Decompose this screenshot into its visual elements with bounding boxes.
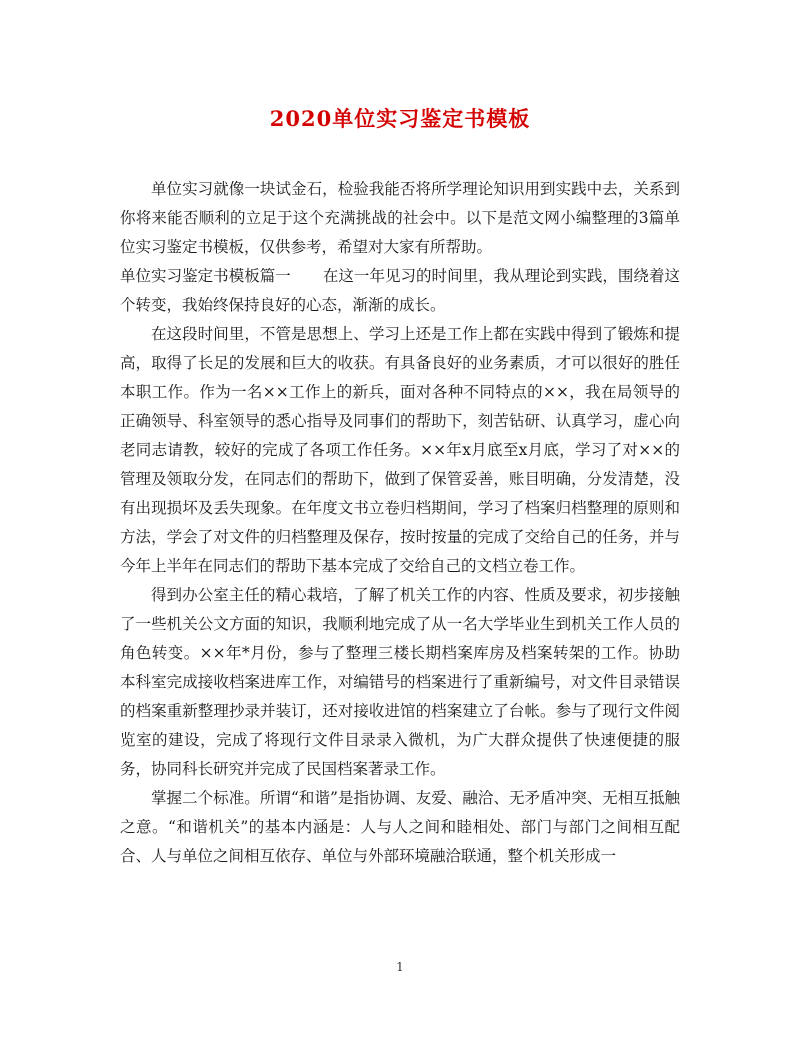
document-body (120, 175, 680, 871)
document-title: 2020单位实习鉴定书模板 (269, 106, 531, 131)
body-paragraph: 得到办公室主任的精心栽培，了解了机关工作的内容、性质及要求，初步接触了一些机关公文方面的知识，我顺利地完成了从一名大学毕业生到机关工作人员的角色转变。××年*月份，参与了整理三楼长期档案库房及档案转架的工作。协助本科室完成接收档案进库工作，对编错号的档案进行了重新编号，对文件目录错误的档案重新整理抄录并装订，还对接收进馆的档案建立了台帐。参与了现行文件阅览室的建设，完成了将现行文件目录录入微机，为广大群众提供了快速便捷的服务，协同科长研究并完成了民国档案著录工作。 (120, 586, 680, 778)
section-paragraph (120, 262, 680, 320)
intro-paragraph: 单位实习就像一块试金石，检验我能否将所学理论知识用到实践中去，关系到你将来能否顺利的立足于这个充满挑战的社会中。以下是范文网小编整理的3篇单位实习鉴定书模板，仅供参考，希望对大家有所帮助。 (120, 180, 680, 256)
body-paragraph: 掌握二个标准。所谓“和谐”是指协调、友爱、融洽、无矛盾冲突、无相互抵触之意。“和谐机关”的基本内涵是：人与人之间和睦相处、部门与部门之间相互配合、人与单位之间相互依存、单位与外部环境融洽联通，整个机关形成一 (120, 789, 680, 865)
page-number: 1 (396, 960, 404, 974)
section-first-line: 在这一年见习的时间里，我从理论到实践，围绕着这个转变，我始终保持良好的心态，渐渐的成长。 (120, 267, 680, 314)
section-heading: 单位实习鉴定书模板篇一 (120, 267, 291, 285)
body-paragraph: 在这段时间里，不管是思想上、学习上还是工作上都在实践中得到了锻炼和提高，取得了长足的发展和巨大的收获。有具备良好的业务素质，才可以很好的胜任本职工作。作为一名××工作上的新兵，面对各种不同特点的××，我在局领导的正确领导、科室领导的悉心指导及同事们的帮助下，刻苦钻研、认真学习，虚心向老同志请教，较好的完成了各项工作任务。××年x月底至x月底，学习了对××的管理及领取分发，在同志们的帮助下，做到了保管妥善，账目明确，分发清楚，没有出现损坏及丢失现象。在年度文书立卷归档期间，学习了档案归档整理的原则和方法，学会了对文件的归档整理及保存，按时按量的完成了交给自己的任务，并与今年上半年在同志们的帮助下基本完成了交给自己的文档立卷工作。 (120, 325, 680, 575)
